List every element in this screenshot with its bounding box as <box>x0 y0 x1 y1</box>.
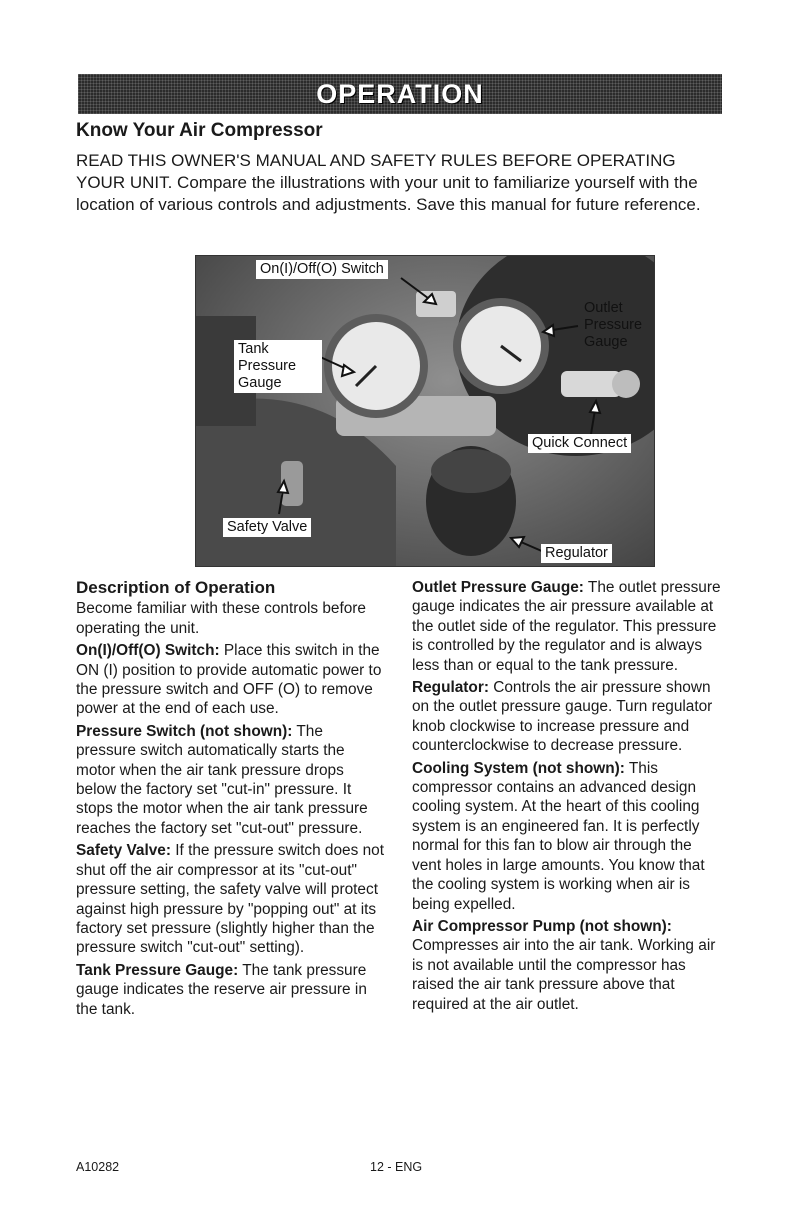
label-tank-pressure-gauge: Tank Pressure Gauge <box>234 340 322 393</box>
description-item <box>76 961 386 1019</box>
item-text: The outlet pressure gauge indicates the air pressure available at the outlet side of the regulator. This pressure is controlled by the regulator and is always less than or equal to the tank pressure. <box>412 579 721 674</box>
item-term: Air Compressor Pump (not shown): <box>412 917 672 935</box>
label-quick-connect: Quick Connect <box>528 434 631 453</box>
item-text: Compresses air into the air tank. Working air is not available until the compressor has raised the air tank pressure above that required at the air outlet. <box>412 937 716 1013</box>
description-lead: Become familiar with these controls before operating the unit. <box>76 600 366 637</box>
item-term: Cooling System (not shown): <box>412 759 625 777</box>
description-item <box>76 722 386 838</box>
description-right-column <box>412 578 722 1017</box>
description-item <box>412 678 722 756</box>
section-banner <box>78 74 722 114</box>
label-onoff-switch: On(I)/Off(O) Switch <box>256 260 388 279</box>
label-regulator: Regulator <box>541 544 612 563</box>
description-item <box>412 917 722 1014</box>
page-number: 12 - ENG <box>370 1160 423 1174</box>
label-outlet-pressure-gauge: Outlet Pressure Gauge <box>584 300 643 350</box>
item-text: If the pressure switch does not shut off the air compressor at its "cut-out" pressure setting, the safety valve will protect against high pressure by "popping out" at its factory set pressure (slightly higher than the pressure switch "cut-out" setting). <box>76 842 384 957</box>
item-term: Safety Valve: <box>76 842 171 860</box>
document-code: A10282 <box>76 1160 120 1174</box>
item-term: Tank Pressure Gauge: <box>76 961 239 979</box>
item-text: The pressure switch automatically starts the motor when the air tank pressure drops below the factory set "cut-in" pressure. It stops the motor when the air tank pressure reaches the factory set "cut-out" pressure. <box>76 722 368 837</box>
label-safety-valve: Safety Valve <box>223 518 311 537</box>
know-heading: Know Your Air Compressor <box>76 120 323 141</box>
description-left-column <box>76 578 386 1022</box>
item-term: On(I)/Off(O) Switch: <box>76 642 220 660</box>
description-item <box>412 759 722 914</box>
description-item <box>76 841 386 957</box>
intro-paragraph: READ THIS OWNER'S MANUAL AND SAFETY RULES BEFORE OPERATING YOUR UNIT. Compare the illustrations with your unit to familiarize yourself with the location of various controls and adjustments. Save this manual for future reference. <box>76 151 701 214</box>
item-text: Controls the air pressure shown on the outlet pressure gauge. Turn regulator knob clockwise to increase pressure and counterclockwise to decrease pressure. <box>412 679 713 755</box>
description-item <box>412 578 722 675</box>
item-text: This compressor contains an advanced design cooling system. At the heart of this cooling system is an engineered fan. It is perfectly normal for this fan to blow air through the vent holes in large amounts. You know that the cooling system is working when air is being expelled. <box>412 759 705 913</box>
item-term: Pressure Switch (not shown): <box>76 722 293 740</box>
banner-title: OPERATION <box>316 78 484 109</box>
item-term: Outlet Pressure Gauge: <box>412 579 584 596</box>
item-text: Place this switch in the ON (I) position to provide automatic power to the pressure switch and OFF (O) to remove power at the end of each use. <box>76 642 382 718</box>
compressor-figure <box>195 255 655 567</box>
description-heading: Description of Operation <box>76 578 276 597</box>
item-text: The tank pressure gauge indicates the reserve air pressure in the tank. <box>76 961 367 1018</box>
description-item <box>76 641 386 719</box>
item-term: Regulator: <box>412 679 489 697</box>
